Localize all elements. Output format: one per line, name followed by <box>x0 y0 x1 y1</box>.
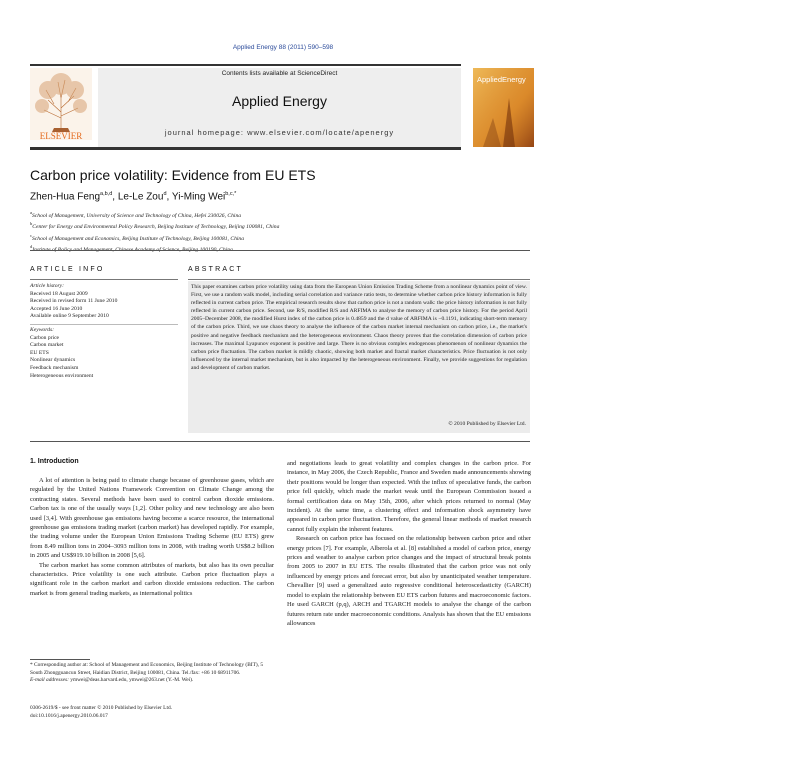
affiliation-item: $^a$School of Management, University of Science and Technology of China, Hefei 230026, China <box>30 210 242 219</box>
elsevier-wordmark: ELSEVIER <box>39 131 83 140</box>
corresponding-author-text: * Corresponding author at: School of Management and Economics, Beijing Institute of Technology (BIT), 5 South Zhongguancun Street, Haidian District, Beijing 100081, China. Tel./fax: +86 10 68911706. <box>30 662 264 676</box>
author-affiliation-marker[interactable]: a,b,d <box>100 191 113 197</box>
section-heading: 1. Introduction <box>30 458 79 465</box>
issn-line: 0306-2619/$ - see front matter © 2010 Published by Elsevier Ltd. <box>30 705 172 711</box>
contents-line: Contents lists available at ScienceDirect <box>221 70 338 77</box>
article-title: Carbon price volatility: Evidence from EU ETS <box>30 167 316 183</box>
author-name[interactable]: Zhen-Hua Feng <box>30 191 101 203</box>
doi-link[interactable]: doi:10.1016/j.apenergy.2010.06.017 <box>30 712 108 719</box>
author-affiliation-marker[interactable]: d <box>163 191 167 197</box>
author-affiliation-marker[interactable]: b,c,* <box>225 191 237 197</box>
history-item: Received 18 August 2009 <box>30 290 88 297</box>
journal-title: Applied Energy <box>232 93 327 109</box>
masthead-bottom-rule <box>30 147 461 150</box>
keyword-item: Feedback mechanism <box>30 364 79 371</box>
affiliation-item: d <box>30 244 33 250</box>
body-paragraph: and negotiations leads to great volatility and complex changes in the carbon price. For instance, in May 2006, the Czech Republic, France and Sweden made announcements showing their positions would be longer than expected. With the influx of speculative funds, the carbon price fell quickly, which made the market weak until the European Commission issued a formal certification data on May 15th, 2006, after which prices returned to normal (May incident). At the same time, a clustering effect and information shock asymmetry have appeared in carbon price fluctuation. Therefore, the general linear methods of market research cannot fully explain the inherent features. <box>287 460 531 533</box>
keyword-item: Nonlinear dynamics <box>30 357 76 364</box>
journal-title-band <box>98 68 461 148</box>
author-list <box>30 191 236 202</box>
elsevier-tree-logo <box>30 68 92 140</box>
abstract-rule <box>188 279 530 280</box>
author-name[interactable]: Yi-Ming Wei <box>171 191 226 203</box>
journal-masthead <box>30 64 534 150</box>
keywords-heading: Keywords: <box>30 326 55 333</box>
abstract-label: ABSTRACT <box>188 266 243 273</box>
article-identifiers <box>30 705 172 720</box>
masthead-top-rule <box>30 64 461 66</box>
running-head: Applied Energy 88 (2011) 590–598 <box>232 44 334 51</box>
body-paragraph: A lot of attention is being paid to climate change because of greenhouse gases, which are regulated by the United Nations Framework Convention on Climate Change among the contracting states. Several methods have been used to control carbon dioxide emissions. Carbon tax is one of the usually ways [1,2]. Other policy and new technology are also been used [3,4]. With greenhouse gas emissions having become a scarce resource, the international greenhouse gas emissions trading market (carbon market) has developed rapidly. For example, the trading volume under the European Union Emissions Trading Scheme (EU ETS) grew from 8.49 million tons in 2004–3093 million tons in 2008, with trading worth US$8.2 billion in 2005 and US$919.10 billion in 2008 [5,6]. <box>30 477 274 560</box>
abstract-panel <box>188 281 530 433</box>
author-separator: , <box>166 191 172 203</box>
body-paragraph: Research on carbon price has focused on the relationship between carbon price and other energy prices [7]. For example, Alberola et al. [8] established a model of carbon price, energy prices and weather to analyse carbon price changes and the impact of structural break points from 2005 to 2007 in EU ETS. The results illustrated that the carbon price was not only influenced by energy prices and forecast error, but also by unanticipated weather temperature. Chevallier [9] used a generalized auto regressive conditional heteroscedasticity (GARCH) model to explain the relationship between EU ETS carbon futures and macroeconomic factors. He used GARCH (p,q), ARCH and TGARCH models to analyse the change of the carbon futures return rate under macroeconomic conditions. Analysis has shown that the EU emissions allowances <box>287 535 531 627</box>
cover-title: AppliedEnergy <box>477 75 526 84</box>
body-column-right <box>287 459 531 628</box>
keyword-item: Heterogeneous environment <box>30 372 94 379</box>
corresponding-author-footnote <box>30 662 274 685</box>
keyword-item: EU ETS <box>30 349 49 356</box>
article-info-panel <box>30 283 178 380</box>
history-heading: Article history: <box>30 283 65 289</box>
keyword-item: Carbon price <box>30 334 60 341</box>
keyword-item: Carbon market <box>30 342 64 349</box>
journal-cover-thumbnail <box>473 68 534 147</box>
abstract-text: This paper examines carbon price volatility using data from the European Union Emission Trading Scheme from a nonlinear dynamics point of view. First, we use a random walk model, including serial correlation and variance ratio tests, to determine whether carbon price history information is fully reflected in current carbon price. The empirical research results show that carbon price is not a random walk: the price history information is not fully reflected in current carbon price. Second, use R/S, modified R/S and ARFIMA to analyse the memory of carbon price history. For the period April 2005–December 2008, the modified Hurst index of the carbon price is 0.4859 and the d value of ARFIMA is −0.1191, indicating short-term memory of the carbon price. Third, we use chaos theory to analyse the influence of the carbon market internal mechanism on carbon price, i.e., the market's positive and negative feedback mechanism and the heterogeneous environment. Chaos theory proves that the correlation dimension of carbon price increases. The maximal Lyapunov exponent is positive and large. There is no obvious complex endogenous phenomenon of nonlinear dynamics the carbon price fluctuation. The carbon market is mildly chaotic, showing both market and fractal market characteristics. Price fluctuation is not only influenced by the internal market mechanism, but is also impacted by the heterogeneous environment. Finally, we provide suggestions for regulation and development of carbon market. <box>191 284 527 371</box>
history-item: Accepted 16 June 2010 <box>30 305 83 312</box>
journal-homepage[interactable]: journal homepage: www.elsevier.com/locate/apenergy <box>164 128 395 137</box>
history-item: Available online 9 September 2010 <box>30 313 109 320</box>
body-paragraph: The carbon market has some common attributes of markets, but also has its own peculiar characteristics. Price volatility is one such attribute. Carbon price fluctuation plays a significant role in the carbon market and carbon dioxide emissions reduction. The carbon market is from general trading markets, as international politics <box>30 561 274 597</box>
article-info-rule <box>30 279 178 280</box>
footnote-rule <box>30 659 90 660</box>
email-label: E-mail addresses: <box>30 677 69 684</box>
abstract-bottom-divider <box>30 441 530 442</box>
affiliation-item: $^b$Center for Energy and Environmental Policy Research, Beijing Institute of Technology, Beijing 100081, China <box>30 221 280 231</box>
info-divider <box>30 324 178 325</box>
email-line <box>30 677 274 685</box>
affiliation-item: $^c$School of Management and Economics, Beijing Institute of Technology, Beijing 100081, China <box>30 232 245 242</box>
author-separator: , <box>112 191 118 203</box>
affiliation-list <box>30 209 279 255</box>
email-addresses[interactable]: ymwei@deas.harvard.edu, ymwei@263.net (Y.-M. Wei). <box>70 677 194 684</box>
author-name[interactable]: Le-Le Zou <box>117 191 164 203</box>
article-info-label: ARTICLE INFO <box>30 266 105 273</box>
body-column-left <box>30 476 274 598</box>
history-item: Received in revised form 11 June 2010 <box>30 298 118 305</box>
abstract-copyright: © 2010 Published by Elsevier Ltd. <box>448 421 526 427</box>
header-divider <box>30 250 530 251</box>
